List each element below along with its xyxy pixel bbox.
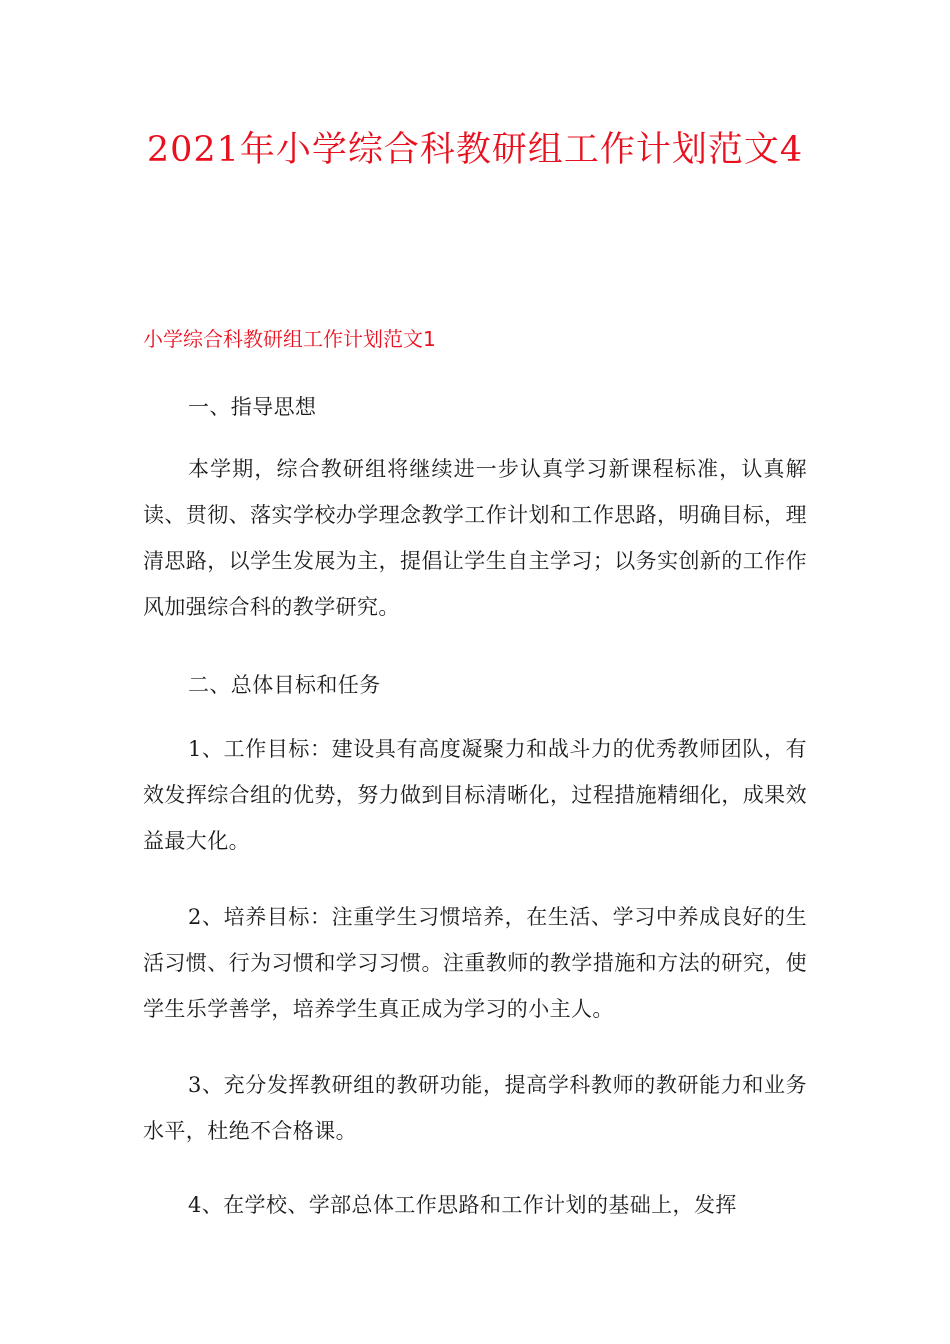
paragraph-work-goal: 1、工作目标：建设具有高度凝聚力和战斗力的优秀教师团队，有效发挥综合组的优势，努力做到目标清晰化，过程措施精细化，成果效益最大化。	[143, 737, 807, 853]
paragraph-guiding-ideology: 本学期，综合教研组将继续进一步认真学习新课程标准，认真解读、贯彻、落实学校办学理念教学工作计划和工作思路，明确目标，理清思路，以学生发展为主，提倡让学生自主学习；以务实创新的工作作风加强综合科的教学研究。	[143, 457, 807, 619]
paragraph-goals-heading: 二、总体目标和任务	[188, 673, 381, 697]
document-title: 2021年小学综合科教研组工作计划范文4	[146, 130, 804, 170]
paragraph-training-goal: 2、培养目标：注重学生习惯培养，在生活、学习中养成良好的生活习惯、行为习惯和学习习惯。注重教师的教学措施和方法的研究，使学生乐学善学，培养学生真正成为学习的小主人。	[143, 905, 807, 1021]
paragraph-school-plan: 4、在学校、学部总体工作思路和工作计划的基础上，发挥	[188, 1193, 737, 1217]
paragraph-guiding-ideology-heading: 一、指导思想	[188, 395, 317, 419]
paragraph-research-function: 3、充分发挥教研组的教研功能，提高学科教师的教研能力和业务水平，杜绝不合格课。	[143, 1073, 807, 1143]
section-heading: 小学综合科教研组工作计划范文1	[143, 327, 436, 351]
